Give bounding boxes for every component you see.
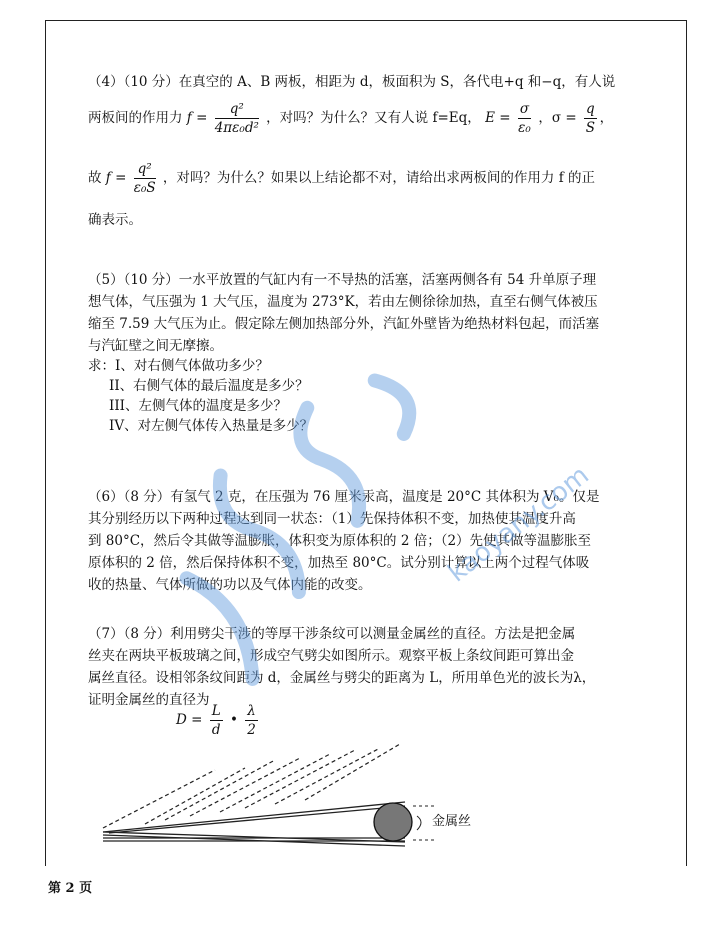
q7-D1-fraction <box>210 702 223 739</box>
wedge-diagram <box>95 740 515 860</box>
wire-label: 金属丝 <box>432 814 472 829</box>
q5-line4: 与汽缸壁之间无摩擦。 <box>88 338 223 354</box>
q4-E-fraction <box>518 100 531 137</box>
q7-D2-den: 2 <box>247 722 256 738</box>
q4-line2: 两板间的作用力 f = $\frac{\text{q²}}{\text{4πε₀d²}}$ ，对吗？为什么？又有人说 f=Eq， E = $\frac{\sigma}{\text{ε₀}}$ ，σ = $\frac{q}{S}$ ， <box>88 101 614 136</box>
q4-E-num: σ <box>519 101 530 117</box>
q6-line1: （6）（8 分）有氢气 2 克，在压强为 76 厘米汞高，温度是 20°C 其体积为 V₀。仅是 <box>88 489 600 505</box>
q7-D1-num: L <box>211 703 221 719</box>
q6-line5: 收的热量、气体所做的功以及气体内能的改变。 <box>88 577 372 593</box>
q4-f2-label: f = <box>105 170 127 186</box>
q4-E-den: ε₀ <box>518 120 531 136</box>
q5-line3: 缩至 7.59 大气压为止。假定除左侧加热部分外，汽缸外壁皆为绝热材料包起，而活塞 <box>88 316 600 332</box>
q7-D2-fraction <box>245 702 258 739</box>
q4-f1-fraction <box>215 100 259 137</box>
q6-line3: 到 80°C，然后令其做等温膨胀，体积变为原体积的 2 倍；（2）先使其做等温膨胀至 <box>88 533 592 549</box>
q6-line4: 原体积的 2 倍，然后保持体积不变，加热至 80°C。试分别计算以上两个过程气体吸 <box>88 555 590 571</box>
q7-D1-den: d <box>211 722 221 738</box>
q4-sigma-den: S <box>585 120 595 136</box>
metal-wire <box>374 803 412 841</box>
q4-E-label: E = <box>485 110 511 126</box>
q5-iii: III、左侧气体的温度是多少？ <box>109 398 287 414</box>
q5-ii: II、右侧气体的最后温度是多少？ <box>109 378 309 394</box>
q4-sigma-label: ，σ = <box>538 110 577 126</box>
q5-line2: 想气体，气压强为 1 大气压，温度为 273°K，若由左侧徐徐加热，直至右侧气体被压 <box>88 294 598 310</box>
q4-f2-fraction <box>134 160 156 197</box>
q4-line1: （4）（10 分）在真空的 A、B 两板，相距为 d，板面积为 S，各代电+q 和−q，有人说 <box>88 74 616 90</box>
q4-text: 两板间的作用力 <box>88 110 183 126</box>
q7-D-label: D = <box>176 712 203 728</box>
q6-line2: 其分别经历以下两种过程达到同一状态：（1）先保持体积不变，加热使其温度升高 <box>88 511 576 527</box>
q4-f1-num: q² <box>215 100 259 119</box>
q4-text-post: ，对吗？为什么？如果以上结论都不对，请给出求两板间的作用力 f 的正 <box>162 170 595 186</box>
q5-ask: 求：I、对右侧气体做功多少？ <box>88 358 269 374</box>
q4-f-label: f = <box>186 110 208 126</box>
q4-f1-den: 4πε₀d² <box>214 120 259 136</box>
q7-line2: 丝夹在两块平板玻璃之间，形成空气劈尖如图所示。观察平板上条纹间距可算出金 <box>88 648 574 664</box>
q4-line4: 确表示。 <box>88 212 142 228</box>
q4-line3 <box>88 160 595 197</box>
q4-sigma-num: q <box>585 101 595 117</box>
svg-text:kaoyany.com: kaoyany.com <box>442 460 595 589</box>
q7-line1: （7）（8 分）利用劈尖干涉的等厚干涉条纹可以测量金属丝的直径。方法是把金属 <box>88 626 576 642</box>
q7-D2-num: λ <box>247 703 256 719</box>
q4-f2-num: q² <box>134 160 156 179</box>
page-number: 第 2 页 <box>48 881 93 896</box>
q7-formula <box>176 702 261 739</box>
q7-dot: • <box>230 712 238 728</box>
q4-text-pre: 故 <box>88 170 102 186</box>
q7-line3: 属丝直径。设相邻条纹间距为 d，金属丝与劈尖的距离为 L，所用单色光的波长为λ， <box>88 670 596 686</box>
q4-sigma-fraction <box>584 100 597 137</box>
q4-text-mid: ，对吗？为什么？又有人说 f=Eq， <box>266 110 481 126</box>
q5-iv: IV、对左侧气体传入热量是多少？ <box>109 418 314 434</box>
q4-f2-den: ε₀S <box>133 180 156 196</box>
q5-line1: （5）（10 分）一水平放置的气缸内有一不导热的活塞，活塞两侧各有 54 升单原子理 <box>88 272 597 288</box>
q7-line4: 证明金属丝的直径为 <box>88 692 210 708</box>
